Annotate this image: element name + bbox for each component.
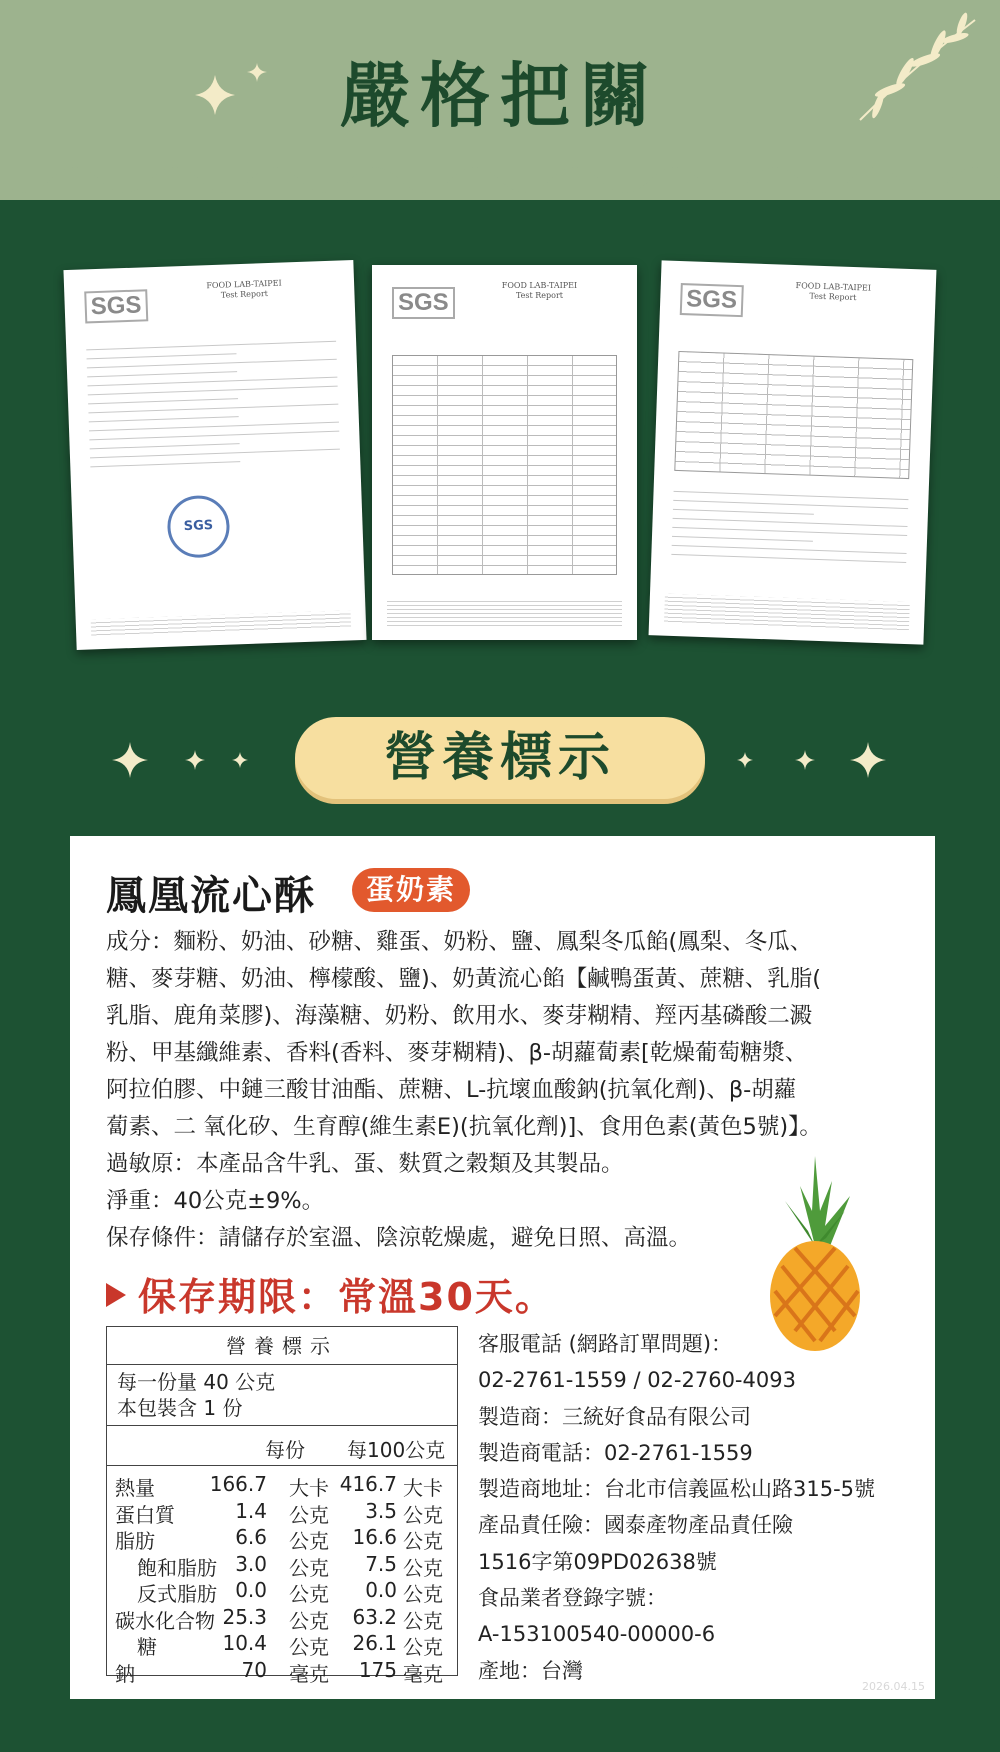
- per-serving-unit: 公克: [289, 1529, 329, 1553]
- per-100g-unit: 公克: [403, 1582, 443, 1606]
- per-serving-value: 70: [241, 1657, 267, 1682]
- nutrition-row: [107, 1470, 457, 1500]
- date-watermark: 2026.04.15: [862, 1680, 925, 1693]
- per-serving-value: 25.3: [222, 1604, 267, 1629]
- sparkle-icon: [110, 740, 260, 780]
- nutrient-name: 糖: [137, 1635, 157, 1659]
- per-serving-value: 10.4: [222, 1631, 267, 1655]
- per-100g-value: 7.5: [365, 1551, 397, 1576]
- test-report-certificate: [63, 260, 366, 650]
- nutrition-rows: [107, 1466, 457, 1686]
- contact-line: A-153100540-00000-6: [478, 1622, 716, 1647]
- contact-line: 製造商地址：台北市信義區松山路315-5號: [478, 1477, 876, 1502]
- per-100g-value: 0.0: [365, 1578, 397, 1602]
- report-label: Test Report: [809, 291, 857, 303]
- product-info-card: [70, 836, 935, 1699]
- contact-line: 製造商：三統好食品有限公司: [478, 1404, 751, 1429]
- per-100g-unit: 公克: [403, 1529, 443, 1553]
- ingredients-line: 成分：麵粉、奶油、砂糖、雞蛋、奶粉、鹽、鳳梨冬瓜餡(鳳梨、冬瓜、: [106, 929, 813, 955]
- ingredients-line: 乳脂、鹿角菜膠)、海藻糖、奶粉、飲用水、麥芽糊精、羥丙基磷酸二澱: [106, 1003, 813, 1029]
- sparkle-icon: [730, 740, 890, 780]
- contact-line: 產地：台灣: [478, 1658, 583, 1683]
- per-100g-value: 26.1: [352, 1631, 397, 1655]
- contact-line: 產品責任險：國泰產物產品責任險: [478, 1513, 793, 1538]
- per-100g-unit: 毫克: [403, 1661, 443, 1686]
- per-serving-value: 166.7: [209, 1472, 267, 1496]
- contact-line: 客服電話 (網路訂單問題)：: [478, 1332, 733, 1356]
- diet-badge: 蛋奶素: [352, 868, 470, 912]
- per-serving-unit: 公克: [289, 1555, 329, 1580]
- sgs-logo: SGS: [392, 287, 455, 319]
- nutrient-name: 反式脂肪: [137, 1582, 217, 1606]
- contact-line: 食品業者登錄字號：: [478, 1586, 667, 1611]
- nutrition-section-pill: [295, 717, 705, 799]
- net-weight-text: 淨重：40公克±9%。: [106, 1188, 325, 1214]
- sgs-logo: SGS: [84, 289, 148, 323]
- test-report-certificate: [649, 260, 937, 644]
- test-report-certificate: [372, 265, 637, 640]
- sgs-logo: SGS: [680, 283, 744, 317]
- per-serving-value: 3.0: [235, 1551, 267, 1576]
- ingredients-line: 阿拉伯膠、中鏈三酸甘油酯、蔗糖、L-抗壞血酸鈉(抗氧化劑)、β-胡蘿: [106, 1077, 797, 1103]
- ingredients-line: 糖、麥芽糖、奶油、檸檬酸、鹽)、奶黃流心餡【鹹鴨蛋黃、蔗糖、乳脂(: [106, 966, 822, 992]
- nutrient-name: 碳水化合物: [115, 1608, 215, 1633]
- contact-line: 1516字第09PD02638號: [478, 1549, 717, 1574]
- nutrition-row: [107, 1629, 457, 1659]
- results-table: [392, 355, 617, 575]
- report-label: Test Report: [220, 289, 269, 300]
- nutrition-row: [107, 1497, 457, 1527]
- allergen-text: 過敏原：本產品含牛乳、蛋、麩質之穀類及其製品。: [106, 1151, 624, 1177]
- servings-per-package: 本包裝含 1 份: [117, 1396, 243, 1420]
- ingredients-text: [106, 924, 896, 1146]
- per-serving-value: 6.6: [235, 1525, 267, 1549]
- nutrition-section-title: 營養標示: [383, 727, 616, 788]
- serving-size: 每一份量 40 公克: [117, 1370, 276, 1394]
- lab-name: FOOD LAB-TAIPEI: [206, 278, 282, 291]
- contact-line: 製造商電話：02-2761-1559: [478, 1440, 753, 1465]
- per-100g-value: 63.2: [352, 1604, 397, 1629]
- nutrition-row: [107, 1603, 457, 1633]
- product-name: 鳳凰流心酥: [106, 873, 316, 919]
- per-100g-unit: 公克: [403, 1555, 443, 1580]
- ingredients-line: 蔔素、二 氧化矽、生育醇(維生素E)(抗氧化劑)]、食用色素(黃色5號)】。: [106, 1114, 822, 1140]
- per-100g-value: 175: [358, 1657, 397, 1682]
- contact-line: 02-2761-1559 / 02-2760-4093: [478, 1368, 796, 1393]
- nutrition-row: [107, 1523, 457, 1553]
- per-serving-unit: 公克: [289, 1582, 329, 1606]
- nutrition-row: [107, 1576, 457, 1606]
- per-100g-value: 3.5: [365, 1498, 397, 1523]
- column-per-serving: 每份: [265, 1438, 305, 1462]
- nutrition-table-title: 營養標示: [107, 1327, 457, 1365]
- nutrition-row: [107, 1656, 457, 1686]
- per-100g-unit: 公克: [403, 1502, 443, 1527]
- per-serving-unit: 公克: [289, 1502, 329, 1527]
- column-per-100g: 每100公克: [347, 1438, 446, 1462]
- nutrient-name: 脂肪: [115, 1529, 155, 1553]
- storage-text: 保存條件：請儲存於室溫、陰涼乾燥處，避免日照、高溫。: [106, 1225, 692, 1251]
- per-serving-value: 0.0: [235, 1578, 267, 1602]
- nutrition-table-header: [107, 1426, 457, 1466]
- lab-name: FOOD LAB-TAIPEI: [795, 281, 872, 293]
- per-100g-value: 416.7: [339, 1472, 397, 1496]
- per-serving-unit: 毫克: [289, 1661, 329, 1686]
- page-title: 嚴格把關: [340, 54, 660, 137]
- sgs-stamp: SGS: [166, 495, 230, 559]
- nutrient-name: 鈉: [115, 1661, 135, 1686]
- per-100g-unit: 公克: [403, 1608, 443, 1633]
- ingredients-line: 粉、甲基纖維素、香料(香料、麥芽糊精)、β-胡蘿蔔素[乾燥葡萄糖漿、: [106, 1040, 808, 1066]
- per-100g-value: 16.6: [352, 1525, 397, 1549]
- shelf-life-text: 保存期限：常溫30天。: [138, 1275, 555, 1319]
- per-100g-unit: 公克: [403, 1635, 443, 1659]
- per-serving-unit: 公克: [289, 1635, 329, 1659]
- nutrition-facts-table: [106, 1326, 458, 1686]
- nutrient-name: 熱量: [115, 1476, 155, 1500]
- nutrition-row: [107, 1550, 457, 1580]
- report-label: Test Report: [515, 291, 564, 300]
- per-serving-value: 1.4: [235, 1498, 267, 1523]
- per-serving-unit: 大卡: [289, 1476, 329, 1500]
- per-100g-unit: 大卡: [403, 1476, 443, 1500]
- results-table: [674, 351, 913, 479]
- leaf-branch-icon: [850, 10, 980, 130]
- per-serving-unit: 公克: [289, 1608, 329, 1633]
- lab-name: FOOD LAB-TAIPEI: [501, 281, 578, 290]
- triangle-icon: [106, 1283, 126, 1307]
- nutrient-name: 飽和脂肪: [137, 1555, 217, 1580]
- contact-info: [478, 1326, 918, 1689]
- nutrient-name: 蛋白質: [115, 1502, 175, 1527]
- header-wave: [0, 150, 1000, 220]
- shelf-life: [106, 1266, 555, 1321]
